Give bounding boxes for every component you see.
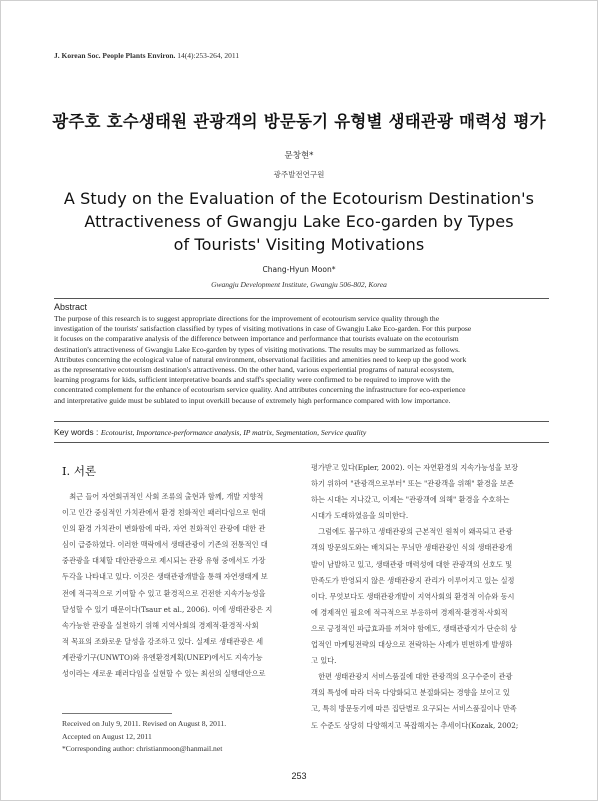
body-line: 중관광을 대체할 대안관광으로 제시되는 관광 유형 중에서도 가장 xyxy=(62,556,266,566)
footnotes xyxy=(62,718,226,756)
body-line: 평가받고 있다(Epler, 2002). 이는 자연환경의 지속가능성을 보장 xyxy=(311,463,519,472)
journal-header xyxy=(54,51,239,60)
abstract-line: concentrated complement for the enhance of ecotourism service quality. And attributes concerning the infrastructure for eco-experience xyxy=(54,385,466,395)
body-line: 이고 인간 중심적인 가치관에서 환경 친화적인 패러다임으로 현대 xyxy=(62,508,266,518)
body-line: 속가능한 관광을 실천하기 위해 지역사회의 경제적·환경적·사회 xyxy=(62,620,259,630)
body-line: 그럼에도 불구하고 생태관광의 근본적인 원칙이 왜곡되고 관광 xyxy=(311,527,513,537)
body-line: 최근 들어 자연회귀적인 사회 조류의 출현과 함께, 개발 지향적 xyxy=(62,492,264,501)
body-line: 전에 적극적으로 기여할 수 있고 환경적으로 건전한 지속가능성을 xyxy=(62,588,266,598)
keywords xyxy=(54,427,366,437)
abstract-line: The purpose of this research is to suggest appropriate directions for the improvement of ecotourism service quality through the xyxy=(54,314,440,323)
page-number: 253 xyxy=(291,771,307,781)
footnote-rule xyxy=(62,713,172,714)
body-right-column xyxy=(311,460,549,734)
abstract-line: Attributes concerning the ecological value of natural environment, observational facilities and amenities need to keep up the good work xyxy=(54,354,467,364)
journal-issue: 14(4):253-264, 2011 xyxy=(177,51,240,60)
korean-author: 문창현* xyxy=(284,151,314,161)
abstract-bottom-rule xyxy=(54,421,549,422)
korean-affiliation: 광주발전연구원 xyxy=(273,170,325,179)
body-line: 객의 특성에 따라 더욱 다양화되고 분절화되는 경향을 보이고 있 xyxy=(311,688,510,698)
body-line: 도 수준도 상당히 다양해지고 복잡해지는 추세이다(Kozak, 2002; xyxy=(311,720,519,730)
keywords-label: Key words : xyxy=(54,427,99,437)
footnote-corresponding: *Corresponding author: christianmoon@hanmail.net xyxy=(62,744,223,754)
keywords-bottom-rule xyxy=(54,442,549,443)
abstract-line: destination's attractiveness of Gwangju Lake Eco-garden by types of visiting motivations. The results may be summarized as follows. xyxy=(54,344,460,354)
korean-title: 광주호 호수생태원 관광객의 방문동기 유형별 생태관광 매력성 평가 xyxy=(52,112,546,131)
body-line: 달성할 수 있기 때문이다(Tsaur et al., 2006). 이에 생태관광은 지 xyxy=(62,604,273,614)
body-line: 성이라는 새로운 패러다임을 실현할 수 있는 최선의 실행대안으로 xyxy=(62,669,266,679)
body-line: 하는 시대는 지나갔고, 이제는 "관광객에 의해" 환경을 수호하는 xyxy=(311,495,510,505)
footnote-received: Received on July 9, 2011. Revised on August 8, 2011. xyxy=(62,719,227,728)
english-author: Chang-Hyun Moon* xyxy=(262,265,336,274)
footnote-accepted: Accepted on August 12, 2011 xyxy=(62,731,152,741)
body-line: 하기 위하여 "관광객으로부터" 또는 "관광객을 위해" 환경을 보존 xyxy=(311,479,514,489)
abstract-body xyxy=(54,314,549,406)
body-line: 업적인 마케팅전략의 대상으로 전락하는 사례가 빈번하게 발생하 xyxy=(311,640,513,650)
body-left-column xyxy=(62,489,300,682)
body-line: 만족도가 반영되지 않은 생태관광지 관리가 이루어지고 있는 실정 xyxy=(311,575,515,585)
body-line: 한편 생태관광지 서비스품질에 대한 관광객의 요구수준이 관광 xyxy=(311,672,513,682)
body-line: 발이 남발하고 있고, 생태관광 매력성에 대한 관광객의 선호도 및 xyxy=(311,559,513,569)
english-affiliation: Gwangju Development Institute, Gwangju 506-802, Korea xyxy=(211,280,387,289)
english-title-line: Attractiveness of Gwangju Lake Eco-garden by Types xyxy=(84,212,514,231)
abstract-line: it focuses on the comparative analysis of the difference between importance and performance that tourists evaluate on the ecotourism xyxy=(54,334,459,344)
english-title xyxy=(31,187,567,256)
journal-name: J. Korean Soc. People Plants Environ. xyxy=(54,51,176,60)
body-line: 시대가 도래하였음을 의미한다. xyxy=(311,511,409,521)
body-line: 고 있다. xyxy=(311,656,337,666)
body-line: 객의 방문의도와는 배치되는 무늬만 생태관광인 식의 생태관광개 xyxy=(311,543,513,553)
english-title-line: A Study on the Evaluation of the Ecotourism Destination's xyxy=(63,189,535,208)
body-line: 적 목표의 조화로운 달성을 강조하고 있다. 실제로 생태관광은 세 xyxy=(62,636,264,646)
body-line: 심이 급증하였다. 이러한 맥락에서 생태관광이 기존의 전통적인 대 xyxy=(62,540,268,550)
abstract-line: as the representative ecotourism destination's attractiveness. On the other hand, various experiential programs of natural ecosystem, xyxy=(54,365,454,375)
body-line: 고, 특히 방문동기에 따른 집단별로 요구되는 서비스품질이나 만족 xyxy=(311,704,517,714)
abstract-line: learning programs for kids, sufficient interpretative boards and staff's speciality were confirmed to be required to improve with the xyxy=(54,375,451,385)
abstract-heading: Abstract xyxy=(54,302,88,312)
abstract-line: and interpretative guide must be sublated to input overkill because of extremely high performance compared with low importance. xyxy=(54,395,451,405)
section-heading: I. 서론 xyxy=(62,464,97,478)
body-line: 으로 긍정적인 파급효과를 끼쳐야 함에도, 생태관광지가 단순히 상 xyxy=(311,623,517,633)
body-line: 계관광기구(UNWTO)와 유엔환경계획(UNEP)에서도 지속가능 xyxy=(62,652,263,662)
abstract-line: investigation of the tourists' satisfaction classified by types of visiting motivations in case of Gwangju Lake Eco-garden. For this purpose xyxy=(54,324,472,334)
body-line: 두각을 나타내고 있다. 이것은 생태관광개발을 통해 자연생태계 보 xyxy=(62,572,268,582)
english-title-line: of Tourists' Visiting Motivations xyxy=(173,235,425,254)
abstract-top-rule xyxy=(54,298,549,299)
body-line: 이다. 무엇보다도 생태관광개발이 지역사회의 환경적 이슈와 동시 xyxy=(311,591,515,601)
keywords-value: Ecotourist, Importance-performance analysis, IP matrix, Segmentation, Service quality xyxy=(100,428,367,437)
body-line: 에 경제적인 필요에 적극적으로 부응하여 경제적·환경적·사회적 xyxy=(311,607,508,617)
body-line: 인의 환경 가치관이 변화함에 따라, 자연 친화적인 관광에 대한 관 xyxy=(62,524,266,534)
